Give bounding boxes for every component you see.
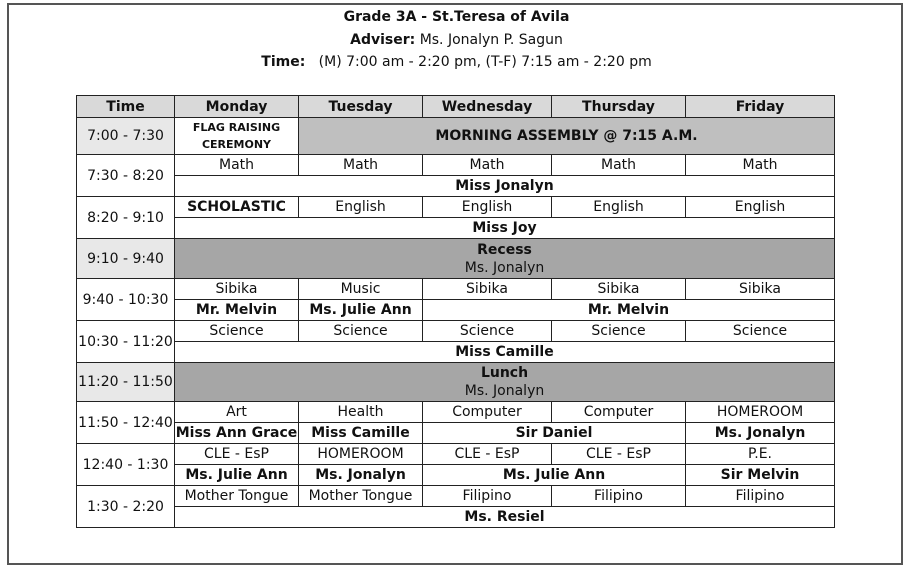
subject-cell: English <box>552 197 686 218</box>
time-cell: 1:30 - 2:20 <box>77 486 175 528</box>
time-cell: 9:10 - 9:40 <box>77 239 175 279</box>
subject-cell: Art <box>175 402 299 423</box>
lunch-title: Lunch <box>480 365 529 381</box>
recess-teacher: Ms. Jonalyn <box>464 259 545 276</box>
teacher-row <box>77 465 835 486</box>
subject-cell: English <box>299 197 423 218</box>
teacher-cell: Sir Melvin <box>686 465 835 486</box>
morning-assembly-cell: MORNING ASSEMBLY @ 7:15 A.M. <box>299 118 835 155</box>
teacher-cell: Miss Joy <box>175 218 835 239</box>
time-line <box>0 54 913 70</box>
subject-cell: Math <box>299 155 423 176</box>
subject-cell: Science <box>175 321 299 342</box>
header-row <box>77 96 835 118</box>
subject-cell: Math <box>686 155 835 176</box>
time-cell: 10:30 - 11:20 <box>77 321 175 363</box>
subject-cell: Health <box>299 402 423 423</box>
subject-cell: Math <box>552 155 686 176</box>
flag-raising-cell: FLAG RAISING CEREMONY <box>175 118 299 155</box>
time-cell: 7:00 - 7:30 <box>77 118 175 155</box>
col-header-tuesday: Tuesday <box>299 96 423 118</box>
table-row <box>77 321 835 342</box>
subject-cell: English <box>686 197 835 218</box>
subject-cell: Filipino <box>686 486 835 507</box>
lunch-cell <box>175 363 835 402</box>
subject-cell: Math <box>175 155 299 176</box>
col-header-monday: Monday <box>175 96 299 118</box>
subject-cell: Sibika <box>423 279 552 300</box>
subject-cell: Math <box>423 155 552 176</box>
subject-cell: Computer <box>423 402 552 423</box>
subject-cell: Science <box>552 321 686 342</box>
subject-cell: SCHOLASTIC <box>175 197 299 218</box>
schedule-title: Grade 3A - St.Teresa of Avila <box>343 9 570 25</box>
table-row <box>77 402 835 423</box>
teacher-row <box>77 423 835 444</box>
subject-cell: CLE - EsP <box>552 444 686 465</box>
subject-cell: HOMEROOM <box>686 402 835 423</box>
subject-cell: Science <box>686 321 835 342</box>
teacher-cell: Miss Jonalyn <box>175 176 835 197</box>
subject-cell: Filipino <box>552 486 686 507</box>
col-header-wednesday: Wednesday <box>423 96 552 118</box>
teacher-cell: Mr. Melvin <box>175 300 299 321</box>
table-row <box>77 279 835 300</box>
schedule-table <box>76 95 835 528</box>
table-row <box>77 155 835 176</box>
teacher-cell: Ms. Jonalyn <box>299 465 423 486</box>
recess-title: Recess <box>477 241 532 258</box>
teacher-row <box>77 300 835 321</box>
subject-cell: CLE - EsP <box>423 444 552 465</box>
teacher-cell: Miss Camille <box>299 423 423 444</box>
teacher-cell: Ms. Jonalyn <box>686 423 835 444</box>
table-row <box>77 239 835 279</box>
col-header-friday: Friday <box>686 96 835 118</box>
subject-cell: Filipino <box>423 486 552 507</box>
time-cell: 8:20 - 9:10 <box>77 197 175 239</box>
table-row <box>77 363 835 402</box>
time-value: (M) 7:00 am - 2:20 pm, (T-F) 7:15 am - 2:20 pm <box>318 54 652 70</box>
teacher-row <box>77 342 835 363</box>
table-row <box>77 486 835 507</box>
adviser-value: Ms. Jonalyn P. Sagun <box>419 32 563 48</box>
time-cell: 12:40 - 1:30 <box>77 444 175 486</box>
subject-cell: Sibika <box>686 279 835 300</box>
subject-cell: CLE - EsP <box>175 444 299 465</box>
recess-cell <box>175 239 835 279</box>
subject-cell: P.E. <box>686 444 835 465</box>
table-row <box>77 118 835 155</box>
subject-cell: Computer <box>552 402 686 423</box>
time-cell: 9:40 - 10:30 <box>77 279 175 321</box>
subject-cell: Music <box>299 279 423 300</box>
subject-cell: Sibika <box>175 279 299 300</box>
teacher-row <box>77 507 835 528</box>
col-header-thursday: Thursday <box>552 96 686 118</box>
subject-cell: Mother Tongue <box>299 486 423 507</box>
teacher-cell: Sir Daniel <box>423 423 686 444</box>
subject-cell: Sibika <box>552 279 686 300</box>
table-row <box>77 444 835 465</box>
table-row <box>77 197 835 218</box>
teacher-cell: Miss Camille <box>175 342 835 363</box>
teacher-cell: Ms. Julie Ann <box>423 465 686 486</box>
time-cell: 7:30 - 8:20 <box>77 155 175 197</box>
time-cell: 11:20 - 11:50 <box>77 363 175 402</box>
adviser-line <box>0 32 913 48</box>
lunch-teacher: Ms. Jonalyn <box>464 383 545 399</box>
subject-cell: Science <box>423 321 552 342</box>
time-cell: 11:50 - 12:40 <box>77 402 175 444</box>
teacher-cell: Ms. Julie Ann <box>299 300 423 321</box>
col-header-time: Time <box>77 96 175 118</box>
subject-cell: English <box>423 197 552 218</box>
teacher-row <box>77 176 835 197</box>
adviser-label: Adviser: <box>350 32 416 48</box>
subject-cell: HOMEROOM <box>299 444 423 465</box>
subject-cell: Mother Tongue <box>175 486 299 507</box>
teacher-row <box>77 218 835 239</box>
teacher-cell: Ms. Resiel <box>175 507 835 528</box>
teacher-cell: Ms. Julie Ann <box>175 465 299 486</box>
subject-cell: Science <box>299 321 423 342</box>
time-label: Time: <box>261 54 306 70</box>
teacher-cell: Miss Ann Grace <box>175 423 299 444</box>
teacher-cell: Mr. Melvin <box>423 300 835 321</box>
